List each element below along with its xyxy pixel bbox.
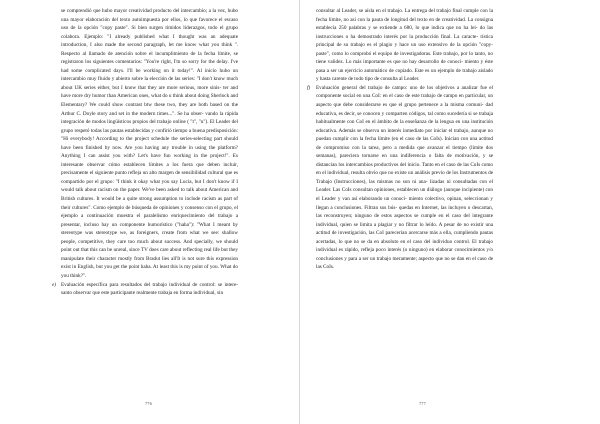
text-line: componente humorístico ("haha"): "What I meant by stereotype was stereotype (61, 221, 239, 237)
text-line: do las instrucciones o ha demostrado interés por la producción final. La caracte- (316, 25, 493, 40)
text-line: I've had some complicated days. I'll be working on it today!". Al inicio hubo un (61, 59, 238, 74)
text-line: introduction, I also made the second paragraph, let me know what you think ". (61, 42, 238, 49)
text-line: trabajo, aunque no puedan cumplir con la fecha límite (en el caso de las CoIs). (316, 127, 493, 143)
text-line: registraron los siguientes comentarios: "You're right, I'm so sorry for the delay. (61, 59, 229, 66)
text-line: "copy-paste", como lo comprobó el equipo de investigadoras. Este trabajo, por (316, 42, 493, 57)
text-line: care too much about success. And specially, we should point out that this can be (61, 238, 238, 254)
right-page-paragraph (316, 7, 493, 84)
text-line: absoluto en el caso del individuo control. El trabajo individual es rápido, refleja (316, 238, 494, 254)
list-item-marker: e) (52, 281, 57, 288)
text-line: Sherlock and Elementary? We could show contrast btw these two, they are both (61, 93, 238, 109)
text-line: motivación, y se distancian los intercambios productivos del inicio. Tanto en el (316, 153, 494, 168)
list-item-marker: f) (307, 84, 311, 91)
text-line: miento colectivo, opinan, seleccionan y llegan a conclusiones. Filtran sus bús- (316, 196, 493, 211)
text-line: una institución educativa. Además se observa un interés inmediato por iniciar el (316, 119, 493, 134)
text-line: vando la rápida integración de modos lingüísticos propios del trabajo online (61, 110, 238, 126)
text-line: se comprendió que hubo mayor creatividad producto del intercambio; a la vez, (61, 8, 227, 14)
text-line: working in the project!". Es interesante observar cómo establecen límites a los (61, 153, 238, 168)
text-line: grupo colabora. Ejemplo: "I already published what I thought was an adequate (61, 25, 239, 40)
text-line: Evaluación específica para resultados del trabajo individual de control: se intere- (61, 281, 238, 288)
text-line: trouble in using the platform? Anything I can assist you with? Let's have fun (61, 144, 238, 160)
right-page-text-column (307, 7, 494, 272)
page-number-right: 777 (419, 401, 426, 406)
text-line: ter and have more dry humor than American ones, what do u think about doing (61, 84, 238, 100)
text-line: caso de las CoIs como en el individual, resulta obvio que no existe un análisis (316, 161, 494, 177)
left-page-list-item-e (52, 281, 238, 298)
text-line: much about UK series either, but I know that they are more serious, more sinis- (61, 76, 239, 91)
text-line: ( "t", "u"). El Leader del grupo respetó todas las pautas establecidas y confirió (61, 119, 238, 134)
text-line: but you get the point haha. At least this is my point of you. What do you think?". (61, 264, 238, 279)
text-line: componente social en una CoI: en el caso de este trabajo de campo en particular, (316, 93, 487, 100)
list-item-text (61, 282, 238, 297)
text-line: de búsqueda de opiniones y consenso con el grupo, el ejemplo a continuación (61, 204, 239, 220)
text-line: the series-selecting part should have been finished by now. Are you having any (61, 136, 238, 151)
right-page-list-item-f (307, 84, 494, 272)
text-line: aspectos se cumple en el caso del integrante individual, quien se limita a plagiar (316, 213, 493, 228)
text-line: character mostly from Bradut lies all'It is not sure this expression exist in English, (61, 255, 239, 271)
text-line: tiempo (límite dos semanas), pareciera tornarse en una indiferencia o falta de (316, 144, 493, 160)
text-line: un aspecto que debe considerarse es que el grupo pertenece a la misma comuni- (316, 93, 493, 109)
text-line: hubo una mayor elaboración del texto autoimpuesta por ellos, lo que favorece el (61, 8, 239, 23)
text-line: y no filtrar lo leído. A pesar de no existir una actitud de investigación, las CoI (316, 221, 494, 237)
text-line: un trabajo meramente; aspecto que no se dan en el caso de las CoIs. (316, 255, 493, 271)
text-line: Respecto al llamado de atención sobre el incumplimiento de la fecha límite, se (61, 50, 238, 57)
text-line: previo de los Instrumentos de Trabajo (Instrucciones), las mismas no son ni ana- (316, 170, 494, 185)
text-line: con la fecha límite, no así con la pauta de longitud del texto en de creatividad. La (316, 8, 494, 23)
text-line: consigna establecía 250 palabras y se extiende a 680, lo que indica que no ha lei- (316, 16, 494, 32)
text-line: fuera que deben incluir, precisamente el siguiente punto refleja un alto margen (61, 161, 238, 177)
text-line: santo observar que este participante realmente trabaja en forma individual, sin (61, 290, 224, 297)
text-line: strong assumption to include racism as part of their cultures". Como ejemplo (61, 196, 238, 211)
text-line: lo tanto, no tiene validez. Lo más importante es que no hay desarrollo de conoci- (316, 50, 493, 66)
text-line: un diálogo (aunque incipiente) con el Leader y van así elaborando un conoci- (316, 187, 493, 203)
text-line: rística principal de su trabajo es el plagio y hace un uso extensivo de la opción (316, 33, 493, 49)
text-line: intercambio muy fluido y abierto sobre la elección de las series: "I don't know (61, 76, 226, 83)
text-line: you say Lucia, but I don't know if I would talk about racism on the paper. We've (61, 178, 238, 194)
text-line: dad educativa, es decir, se conocen y comparten códigos, tal como sucedería si (316, 102, 493, 117)
text-line: Inician con una actitud de compromiso con la tarea, pero a medida que avanzar el (316, 136, 494, 151)
text-line: tiempo a buena predisposición: "Hi everybody! According to the project schedule (61, 127, 238, 143)
text-line: parecerían acercarse más a ella, cumpliendo pautas acertadas, lo que no se da en (316, 230, 494, 245)
text-line: been asked to talk about American and British cultures. It would be a quite (61, 187, 238, 203)
text-line: based on the Arthur C. Doyle story and set in the modern times...". Se ha obser- (61, 102, 238, 117)
text-line: de sensibilidad cultural que es compartido por el grupo: "I think it okay what (61, 170, 239, 185)
text-line: de trabajo aislado y hasta carente de todo tipo de consulta al Leader. (316, 67, 493, 83)
page-number-left: 776 (145, 401, 152, 406)
text-line: escaso uso de la opción "copy paste". Si bien surgen tímidos liderazgos, todo el (61, 16, 239, 32)
text-line: lizadas ni consultadas con el Leader. Las CoIs consultan opiniones, establecen (316, 178, 494, 194)
text-line: quedas en Internet, las incluyen o descartan, las reconstruyen; ninguno de estos (316, 204, 494, 220)
text-line: consultar al Leader, se aísla en el trabajo. La entrega del trabajo final cumple (316, 8, 479, 14)
text-line: we, as foreigners, create from what we see: shallow people, competitive, they (61, 230, 239, 245)
text-line: Evaluación general del trabajo de campo: uno de los objetivos a analizar fue el (316, 84, 493, 91)
text-line: unreal, since TV does care about reflecting real life but they manipulate their (61, 247, 239, 262)
text-line: miento y éste pasa a ser un ejercicio automático de copiado. Este es un ejemplo (316, 59, 493, 74)
text-line: poco interés (o ninguno) en elaborar conocimientos y/o conclusiones y para a ser (316, 247, 494, 262)
left-page-text-column (52, 7, 239, 298)
text-line: se trabaja habitualmente con CoI en el ámbito de la enseñanza de la lengua en (316, 110, 494, 126)
text-line: muestra el paralelismo enriquecimiento del trabajo a presentar, incluso hay un (61, 213, 238, 228)
list-item-text (316, 85, 493, 270)
left-page-paragraph (61, 7, 238, 281)
right-page (300, 0, 600, 424)
